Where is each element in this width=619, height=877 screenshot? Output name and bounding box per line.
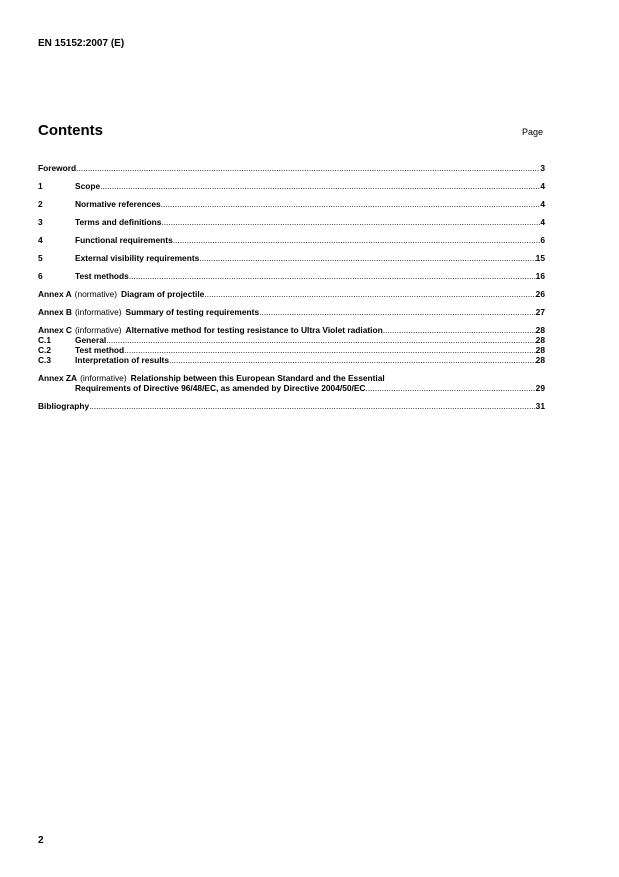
toc-page: 26 [535, 289, 545, 299]
toc-page: 3 [540, 163, 545, 173]
leader-dots [204, 289, 535, 299]
toc-number: 6 [38, 271, 43, 281]
toc-page: 4 [540, 181, 545, 191]
toc-number: 4 [38, 235, 43, 245]
leader-dots [169, 355, 536, 365]
toc-title: External visibility requirements [75, 253, 200, 263]
toc-title: Scope [75, 181, 101, 191]
leader-dots [199, 253, 535, 263]
toc-number: 5 [38, 253, 43, 263]
annex-label: Annex ZA [38, 373, 78, 383]
leader-dots [365, 383, 535, 393]
contents-heading: Contents [38, 122, 103, 139]
toc-title: Test methods [75, 271, 129, 281]
toc-entry-bibliography[interactable] [38, 401, 545, 411]
leader-dots [161, 217, 540, 227]
toc-page: 29 [535, 383, 545, 393]
toc-entry-annex-za[interactable] [38, 373, 545, 393]
toc-entry-clause-2[interactable] [38, 199, 545, 209]
toc-title: Terms and definitions [75, 217, 162, 227]
toc-entry-foreword[interactable] [38, 163, 545, 173]
toc-title-continued: Requirements of Directive 96/48/EC, as amended by Directive 2004/50/EC [75, 383, 366, 393]
annex-label: Annex A [38, 289, 72, 299]
toc-number: 2 [38, 199, 43, 209]
toc-entry-c2[interactable] [38, 345, 545, 355]
toc-number: C.1 [38, 335, 52, 345]
toc-entry-clause-4[interactable] [38, 235, 545, 245]
toc-page: 27 [535, 307, 545, 317]
leader-dots [100, 181, 540, 191]
annex-type: (informative) [74, 325, 122, 335]
toc-title: Functional requirements [75, 235, 173, 245]
toc-entry-clause-3[interactable] [38, 217, 545, 227]
annex-type: (informative) [74, 307, 122, 317]
leader-dots [173, 235, 541, 245]
toc-page: 15 [535, 253, 545, 263]
toc-title: Foreword [38, 163, 77, 173]
toc-number: 3 [38, 217, 43, 227]
toc-entry-annex-a[interactable] [38, 289, 545, 299]
annex-type: (normative) [74, 289, 118, 299]
toc-page: 16 [535, 271, 545, 281]
toc-page: 28 [535, 335, 545, 345]
toc-title: Alternative method for testing resistance to Ultra Violet radiation [125, 325, 383, 335]
toc-title: Summary of testing requirements [125, 307, 260, 317]
toc-number: 1 [38, 181, 43, 191]
leader-dots [161, 199, 541, 209]
toc-page: 31 [535, 401, 545, 411]
toc-title: Relationship between this European Standard and the Essential [130, 373, 385, 383]
toc-number: C.2 [38, 345, 52, 355]
annex-type: (informative) [80, 373, 127, 383]
leader-dots [89, 401, 535, 411]
leader-dots [383, 325, 536, 335]
toc-title: Normative references [75, 199, 161, 209]
toc-entry-c1[interactable] [38, 335, 545, 345]
leader-dots [129, 271, 536, 281]
toc-page: 6 [540, 235, 545, 245]
toc-page: 4 [540, 217, 545, 227]
page-column-label: Page [522, 127, 544, 137]
toc-entry-c3[interactable] [38, 355, 545, 365]
toc-page: 28 [535, 355, 545, 365]
toc-entry-clause-5[interactable] [38, 253, 545, 263]
toc-entry-clause-6[interactable] [38, 271, 545, 281]
toc-title: Interpretation of results [75, 355, 169, 365]
toc-entry-annex-c[interactable] [38, 325, 545, 335]
toc-page: 28 [535, 325, 545, 335]
toc-title: Diagram of projectile [121, 289, 205, 299]
leader-dots [76, 163, 540, 173]
document-header: EN 15152:2007 (E) [38, 38, 125, 49]
toc-title: Test method [75, 345, 125, 355]
leader-dots [106, 335, 535, 345]
toc-entry-clause-1[interactable] [38, 181, 545, 191]
annex-label: Annex C [38, 325, 72, 335]
leader-dots [259, 307, 536, 317]
annex-label: Annex B [38, 307, 72, 317]
toc-page: 28 [535, 345, 545, 355]
toc-entry-annex-b[interactable] [38, 307, 545, 317]
page-number: 2 [38, 835, 44, 846]
table-of-contents [38, 163, 545, 419]
toc-title: General [75, 335, 107, 345]
toc-page: 4 [540, 199, 545, 209]
toc-number: C.3 [38, 355, 52, 365]
leader-dots [124, 345, 536, 355]
toc-title: Bibliography [38, 401, 90, 411]
